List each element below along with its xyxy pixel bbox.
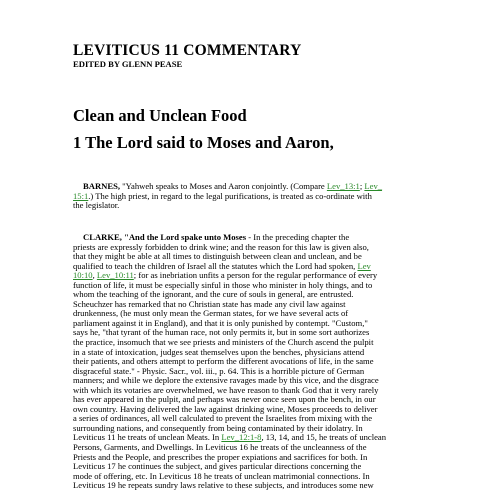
- clarke-line: [73, 300, 463, 310]
- clarke-line: [73, 281, 463, 291]
- document-editor: EDITED BY GLENN PEASE: [73, 59, 183, 69]
- clarke-line: [73, 262, 463, 272]
- clarke-line: [73, 433, 463, 443]
- paragraph-text: has ever appeared in the pulpit, and perhaps was never once seen upon the bench, in our: [73, 395, 376, 405]
- paragraph-text: a series of ordinances, all well calculated to prevent the Israelites from mixing with the: [73, 414, 373, 424]
- clarke-line: [73, 395, 463, 405]
- clarke-line: [73, 243, 463, 253]
- verse-heading: 1 The Lord said to Moses and Aaron,: [73, 133, 334, 152]
- paragraph-text: Leviticus 19 he repeats sundry laws relative to these subjects, and introduces some new: [73, 481, 374, 491]
- paragraph-text: the practice, insomuch that we see priests and ministers of the Church ascend the pulpit: [73, 338, 374, 348]
- barnes-line: [73, 182, 463, 192]
- barnes-line: [73, 201, 463, 211]
- paragraph-text: function of life, it must be especially sinful in those who minister in holy things, and to: [73, 280, 373, 290]
- commentary-page: [73, 42, 463, 491]
- paragraph-text: parliament against it in England), and that it is only punished by contempt. "Custom,": [73, 318, 368, 328]
- scripture-reference-link[interactable]: 10:10: [73, 271, 93, 281]
- barnes-line: [73, 192, 463, 202]
- paragraph-text: Leviticus 11 he treats of unclean Meats. In: [73, 433, 222, 443]
- clarke-line: [73, 252, 463, 262]
- paragraph-text: mode of offering, etc. In Leviticus 18 he treats of unclean matrimonial connections. In: [73, 471, 370, 481]
- paragraph-text: drunkenness, (he must only mean the German states, for we have several acts of: [73, 309, 349, 319]
- paragraph-text: Leviticus 17 he continues the subject, and gives particular directions concerning the: [73, 462, 362, 472]
- clarke-line: [73, 481, 463, 491]
- clarke-line: [73, 328, 463, 338]
- paragraph-text: Priests and the People, and prescribes the proper expiations and sacrifices for both. In: [73, 452, 368, 462]
- paragraph-text: says he, "that tyrant of the human race, not only permits it, but in some sort authorizes: [73, 328, 370, 338]
- clarke-line: [73, 319, 463, 329]
- scripture-reference-link[interactable]: Lev_13:1: [326, 182, 360, 191]
- clarke-line: [73, 386, 463, 396]
- document-header: [73, 42, 463, 69]
- clarke-line: [73, 338, 463, 348]
- clarke-line: [73, 453, 463, 463]
- paragraph-text: that they might be able at all times to distinguish between clean and unclean, and be: [73, 252, 362, 262]
- paragraph-text: Persons, Garments, and Dwellings. In Leviticus 16 he treats of the uncleanness of the: [73, 443, 367, 453]
- scripture-reference-link[interactable]: Lev_: [364, 182, 383, 191]
- scripture-reference-link[interactable]: Lev_10:11: [96, 271, 134, 281]
- clarke-paragraph: [73, 233, 463, 491]
- scripture-reference-link[interactable]: Lev_12:1-8: [221, 433, 262, 443]
- clarke-line: [73, 367, 463, 377]
- clarke-line: [73, 443, 463, 453]
- paragraph-text: surrounding nations, and consequently from being contaminated by their idolatry. In: [73, 423, 363, 433]
- clarke-lead: CLARKE, "And the Lord spake unto Moses: [83, 233, 247, 242]
- paragraph-text: with which its votaries are overwhelmed, we have reason to thank God that it very rarely: [73, 385, 379, 395]
- clarke-line: [73, 414, 463, 424]
- scripture-reference-link[interactable]: 15:1: [73, 191, 89, 201]
- clarke-line: [73, 290, 463, 300]
- barnes-lead: BARNES,: [83, 182, 123, 191]
- paragraph-text: - In the preceding chapter the: [246, 233, 350, 242]
- paragraph-text: ,: [92, 271, 97, 281]
- paragraph-text: their patients, and others attempt to perform the different avocations of life, in the same: [73, 357, 374, 367]
- clarke-line: [73, 233, 463, 243]
- paragraph-text: ;: [359, 182, 365, 191]
- paragraph-text: ; for as inebriation unfits a person for the regular performance of every: [133, 271, 378, 281]
- paragraph-text: qualified to teach the children of Israel all the statutes which the Lord had spoken,: [73, 261, 358, 271]
- clarke-line: [73, 271, 463, 281]
- clarke-line: [73, 357, 463, 367]
- paragraph-text: .) The high priest, in regard to the legal purifications, is treated as co-ordinate with: [88, 191, 372, 201]
- section-heading: Clean and Unclean Food: [73, 106, 247, 125]
- clarke-line: [73, 309, 463, 319]
- paragraph-text: priests are expressly forbidden to drink wine; and the reason for this law is given also,: [73, 242, 369, 252]
- clarke-line: [73, 472, 463, 482]
- paragraph-text: "Yahweh speaks to Moses and Aaron conjointly. (Compare: [122, 182, 327, 191]
- document-title: LEVITICUS 11 COMMENTARY: [73, 42, 302, 59]
- paragraph-text: whom the teaching of the ignorant, and the cure of souls in general, are entrusted.: [73, 290, 354, 300]
- paragraph-text: manners; and while we deplore the extensive ravages made by this vice, and the disgrace: [73, 376, 379, 386]
- clarke-line: [73, 376, 463, 386]
- paragraph-text: in a state of intoxication, judges seat themselves upon the benches, physicians attend: [73, 347, 365, 357]
- clarke-line: [73, 424, 463, 434]
- barnes-paragraph: [73, 182, 463, 211]
- scripture-reference-link[interactable]: Lev: [357, 261, 371, 271]
- clarke-line: [73, 348, 463, 358]
- paragraph-text: own country. Having delivered the law against drinking wine, Moses proceeds to deliver: [73, 404, 378, 414]
- paragraph-text: , 13, 14, and 15, he treats of unclean: [261, 433, 387, 443]
- paragraph-text: disgraceful state." - Physic. Sacr., vol. iii., p. 64. This is a horrible picture of German: [73, 366, 365, 376]
- paragraph-text: Scheuchzer has remarked that no Christian state has made any civil law against: [73, 299, 346, 309]
- paragraph-text: the legislator.: [73, 201, 120, 211]
- clarke-line: [73, 405, 463, 415]
- clarke-line: [73, 462, 463, 472]
